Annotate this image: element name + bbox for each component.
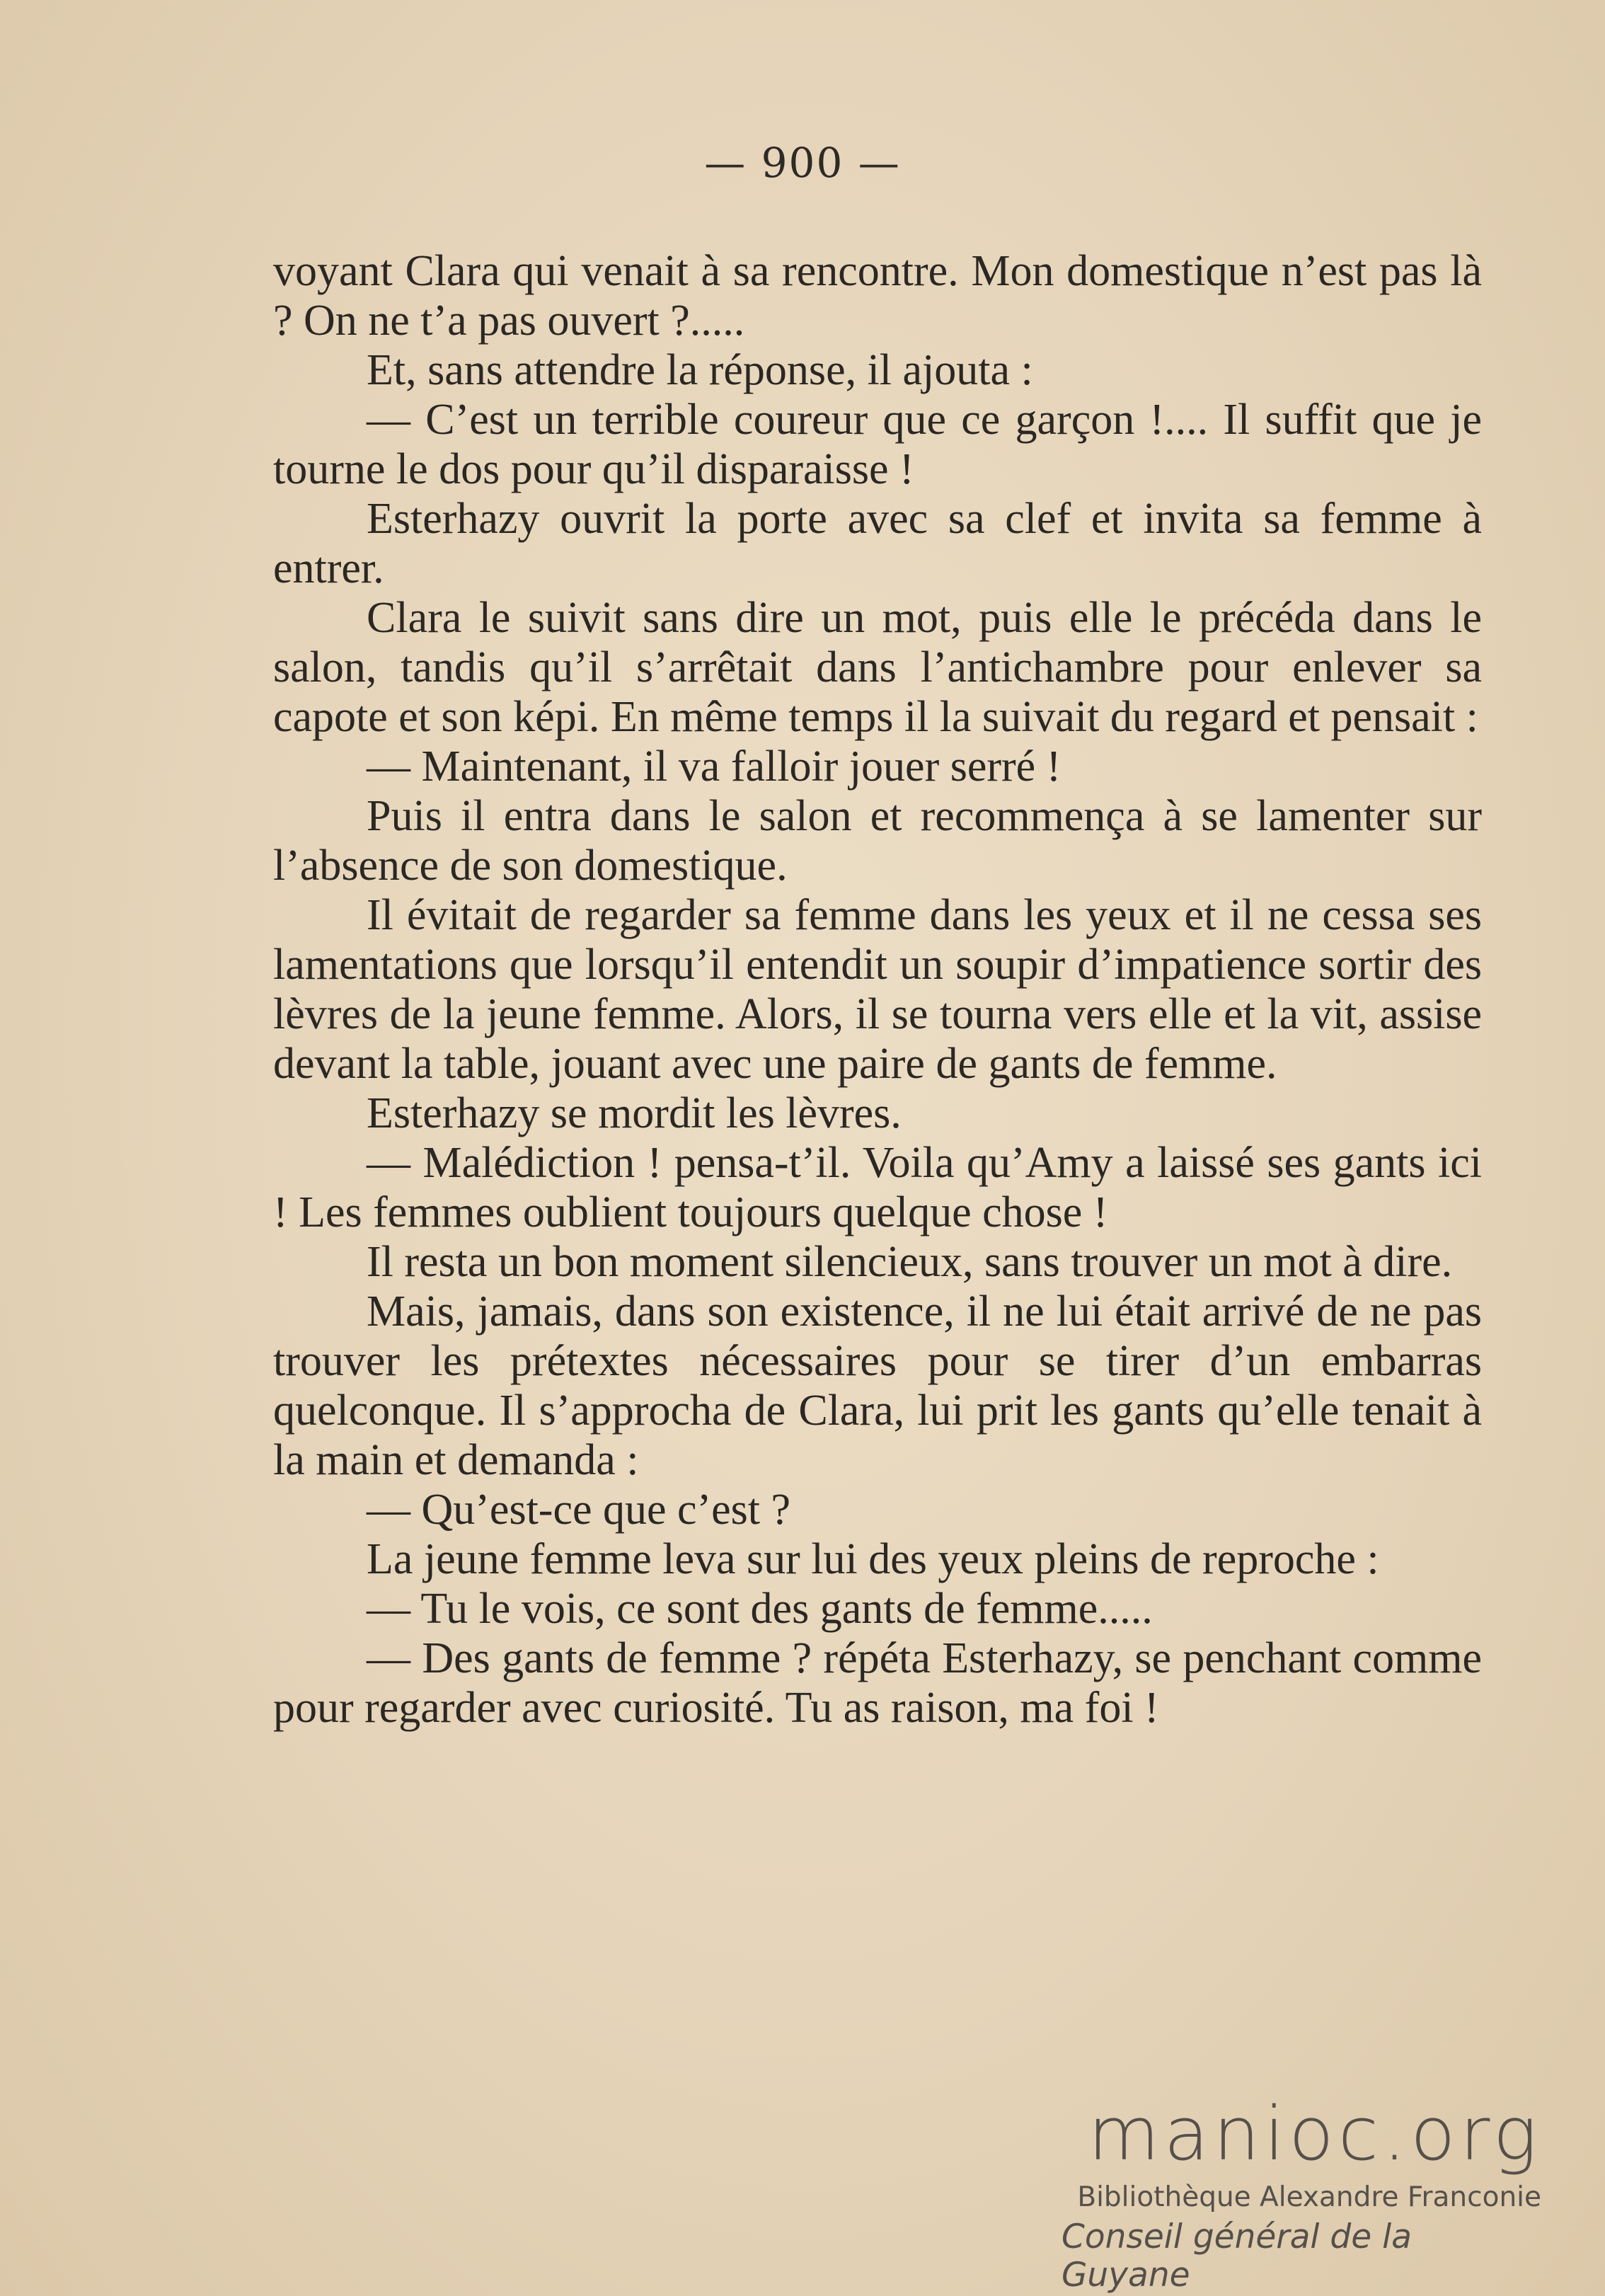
paragraph: La jeune femme leva sur lui des yeux pleins de reproche : [367,1535,1379,1583]
paragraph: Esterhazy ouvrit la porte avec sa clef et invita sa femme à entrer. [273,495,1482,592]
page-number: — 900 — [704,139,901,187]
paragraph: Esterhazy se mordit les lèvres. [367,1089,902,1137]
paragraph: — Des gants de femme ? répéta Esterhazy, se penchant comme pour regarder avec curiosité. Tu as raison, ma foi ! [273,1634,1482,1732]
paragraph: voyant Clara qui venait à sa rencontre. Mon domestique n’est pas là ? On ne t’a pas ouvert ?..... [273,247,1482,345]
body-text [273,246,1482,1733]
paragraph: — Malédiction ! pensa-t’il. Voila qu’Amy a laissé ses gants ici ! Les femmes oublient toujours quelque chose ! [273,1139,1482,1236]
paragraph: Puis il entra dans le salon et recommença à se lamenter sur l’absence de son domestique. [273,792,1482,890]
paragraph: Clara le suivit sans dire un mot, puis elle le précéda dans le salon, tandis qu’il s’arrêtait dans l’antichambre pour enlever sa capote et son képi. En même temps il la suivait du regard et pensait : [273,594,1482,741]
manioc-watermark [1062,2091,1585,2295]
paragraph: Il resta un bon moment silencieux, sans trouver un mot à dire. [367,1238,1453,1286]
paragraph: Il évitait de regarder sa femme dans les yeux et il ne cessa ses lamentations que lorsqu’il entendit un soupir d’impatience sortir des lèvres de la jeune femme. Alors, il se tourna vers elle et la vit, assise devant la table, jouant avec une paire de gants de femme. [273,891,1482,1088]
paragraph: — Qu’est-ce que c’est ? [367,1486,791,1534]
paragraph: Mais, jamais, dans son existence, il ne lui était arrivé de ne pas trouver les prétextes nécessaires pour se tirer d’un embarras quelconque. Il s’approcha de Clara, lui prit les gants qu’elle tenait à la main et demanda : [273,1287,1482,1484]
paragraph: Et, sans attendre la réponse, il ajouta : [367,346,1033,394]
paragraph: — C’est un terrible coureur que ce garçon !.... Il suffit que je tourne le dos pour qu’il disparaisse ! [273,396,1482,493]
paragraph: — Tu le vois, ce sont des gants de femme..... [367,1585,1153,1633]
paragraph: — Maintenant, il va falloir jouer serré ! [367,742,1062,791]
council-name: Conseil général de la Guyane [1062,2217,1412,2295]
library-name: Bibliothèque Alexandre Franconie [1077,2181,1541,2213]
manioc-logo: manioc.org [1088,2091,1541,2177]
